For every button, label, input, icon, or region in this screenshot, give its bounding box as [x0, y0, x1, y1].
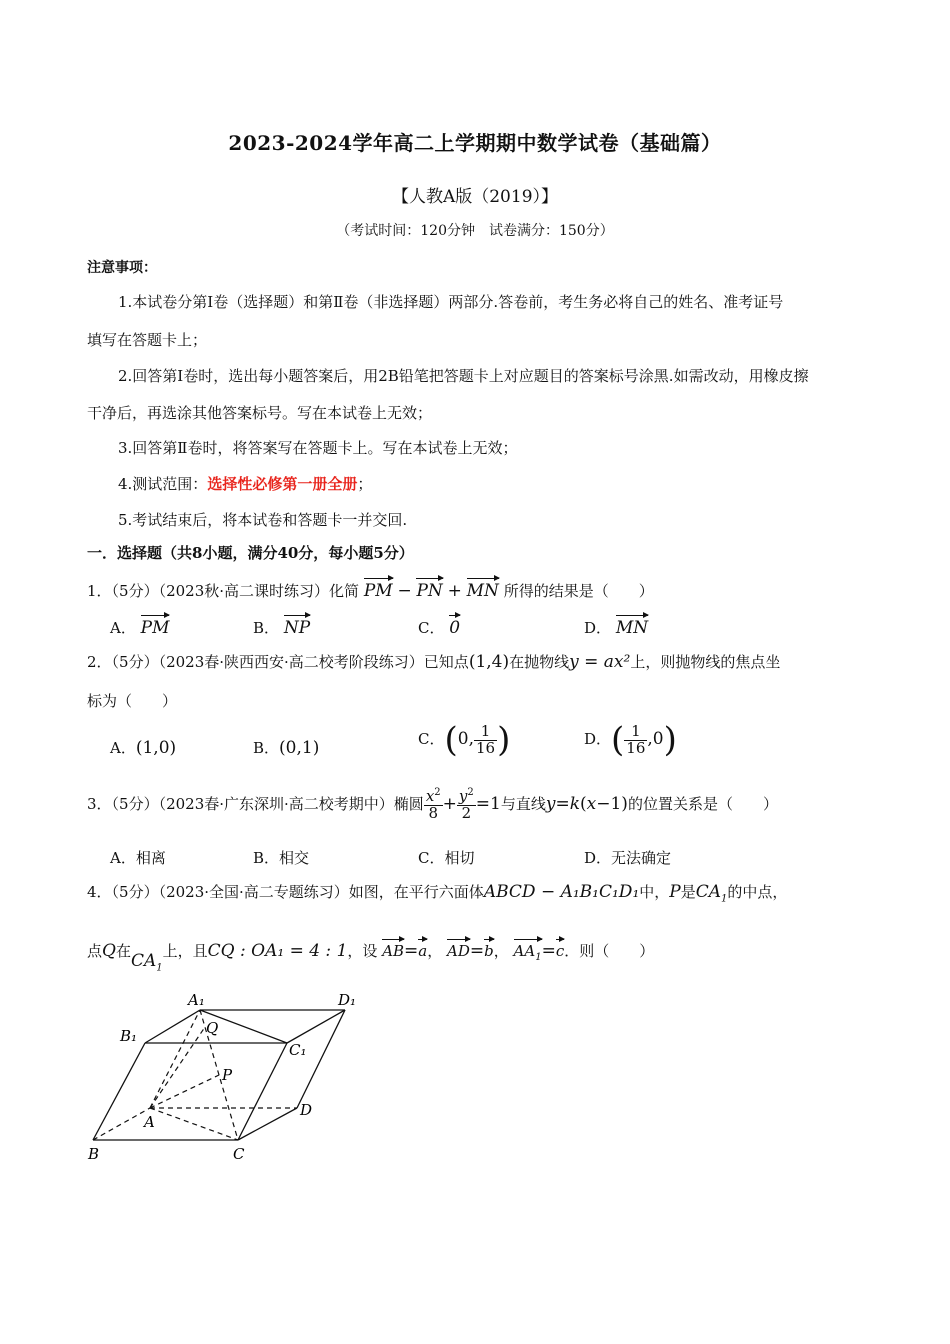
q1-tail: 所得的结果是（ ）: [503, 582, 654, 600]
label-d1: D₁: [338, 991, 357, 1009]
edge-d1-d: [297, 1010, 345, 1108]
notice-item-3: 3.回答第Ⅱ卷时，将答案写在答题卡上。写在本试卷上无效；: [118, 439, 518, 457]
q2-option-d[interactable]: D．( $\frac{1}{16}$ ,0): [584, 720, 677, 760]
time-info: （考试时间：120分钟 试卷满分：150分）: [336, 223, 614, 239]
question-2: 2．（5分）（2023春·陕西西安·高二校考阶段练习）已知点(1,4)在抛物线y = ax²上，则抛物线的焦点坐: [87, 652, 781, 672]
ellipse-y-term: $\frac{y^2}{2}$: [458, 787, 474, 822]
notice-heading: 注意事项：: [87, 260, 157, 276]
question-3: 3．（5分）（2023春·广东深圳·高二校考期中）椭圆 $\frac{x^2}{8}$ + $\frac{y^2}{2}$ =1与直线y=k(x−1)的位置关系是（ ）: [87, 787, 778, 822]
notice-item-5: 5.考试结束后，将本试卷和答题卡一并交回.: [118, 511, 408, 529]
ellipse-x-term: $\frac{x^2}{8}$: [425, 787, 441, 822]
vector-mn: MN: [467, 575, 499, 601]
q2-option-a[interactable]: A．(1,0): [110, 738, 177, 758]
ratio-expression: CQ : OA₁ = 4 : 1: [207, 941, 348, 961]
point-value: (1,4): [468, 652, 510, 672]
notice-item-4-suffix: ；: [357, 475, 373, 493]
segment-a-p: [150, 1075, 219, 1108]
solid-name: ABCD − A₁B₁C₁D₁: [483, 882, 640, 902]
line-equation: y: [545, 793, 556, 814]
label-c: C: [233, 1145, 245, 1163]
q2-option-b[interactable]: B．(0,1): [253, 738, 320, 758]
notice-item-1-cont: 填写在答题卡上；: [87, 331, 208, 349]
vector-pm: PM: [364, 575, 393, 601]
notice-item-4: [118, 473, 372, 494]
q1-stem: 1．（5分）（2023秋·高二课时练习）化简: [87, 582, 360, 600]
q1-option-d[interactable]: D． MN: [584, 612, 648, 638]
label-a1: A₁: [188, 991, 205, 1009]
vector-pn: PN: [416, 575, 442, 601]
edge-c-d: [238, 1108, 297, 1140]
label-b: B: [88, 1145, 100, 1163]
diagonal-a-c: [150, 1108, 238, 1140]
q3-option-b[interactable]: B．相交: [253, 849, 310, 867]
edge-c1-c: [238, 1043, 287, 1140]
label-p: P: [222, 1066, 233, 1084]
section-heading: 一．选择题（共8小题，满分40分，每小题5分）: [87, 544, 414, 562]
notice-item-2-cont: 干净后，再选涂其他答案标号。写在本试卷上无效；: [87, 404, 433, 422]
label-b1: B₁: [120, 1027, 138, 1045]
notice-item-2: 2.回答第Ⅰ卷时，选出每小题答案后，用2B铅笔把答题卡上对应题目的答案标号涂黑.如需改动，用橡皮擦: [118, 367, 809, 385]
edition-label: 【人教A版（2019）】: [391, 187, 559, 207]
label-a: A: [144, 1113, 155, 1131]
label-c1: C₁: [289, 1041, 307, 1059]
parallelepiped-figure: [80, 985, 380, 1165]
label-q: Q: [206, 1019, 219, 1037]
page-title: 2023-2024学年高二上学期期中数学试卷（基础篇）: [228, 131, 722, 155]
question-4-cont: 点Q在$CA_1$上，且CQ : OA₁ = 4 : 1，设 AB=a， AD=b， $AA_1=c$．则（ ）: [87, 936, 654, 963]
q3-option-a[interactable]: A．相离: [110, 849, 166, 867]
question-2-cont: 标为（ ）: [87, 692, 178, 710]
label-d: D: [300, 1101, 313, 1119]
q3-option-d[interactable]: D．无法确定: [584, 849, 672, 867]
segment-a-q: [150, 1027, 205, 1108]
q1-option-a[interactable]: A． PM: [110, 612, 169, 638]
q2-option-c[interactable]: C．(0, $\frac{1}{16}$ ): [418, 720, 511, 760]
q1-option-c[interactable]: C． 0: [418, 612, 460, 638]
notice-item-4-prefix: 4.测试范围：: [118, 475, 208, 493]
notice-item-1: 1.本试卷分第Ⅰ卷（选择题）和第Ⅱ卷（非选择题）两部分.答卷前，考生务必将自己的姓名、准考证号: [118, 293, 784, 311]
q1-option-b[interactable]: B． NP: [253, 612, 310, 638]
question-1: 1．（5分）（2023秋·高二课时练习）化简 PM − PN + MN 所得的结果是（ ）: [87, 575, 654, 601]
question-4: 4．（5分）（2023·全国·高二专题练习）如图，在平行六面体ABCD − A₁B₁C₁D₁中，P是$CA_1$的中点，: [87, 882, 788, 905]
q3-option-c[interactable]: C．相切: [418, 849, 475, 867]
test-range: 选择性必修第一册全册: [207, 475, 358, 493]
parabola-equation: y = ax²: [569, 652, 631, 672]
